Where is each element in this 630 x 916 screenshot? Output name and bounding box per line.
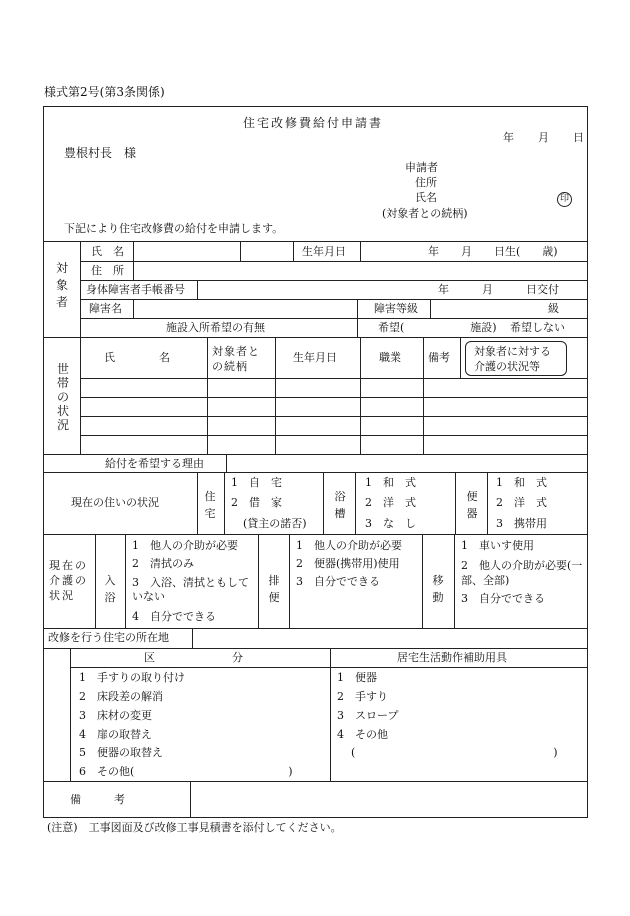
bathing-option-2: 2 清拭のみ xyxy=(132,557,194,570)
location-label: 改修を行う住宅の所在地 xyxy=(48,631,169,644)
form-number: 様式第2号(第3条関係) xyxy=(44,85,165,99)
applicant-name: 氏名 xyxy=(415,191,437,204)
excretion-option-3: 3 自分でできる xyxy=(296,575,380,588)
date-month: 月 xyxy=(538,131,549,144)
aids-item-1: 1 便器 xyxy=(337,671,377,684)
category-item-6: 6 その他( ) xyxy=(79,765,293,778)
care-status-header: 対象者に対する介護の状況等 xyxy=(474,345,551,373)
addressee: 豊根村長 様 xyxy=(64,146,137,160)
toilet-option-1: 1 和 式 xyxy=(496,476,547,489)
date-day: 日 xyxy=(573,131,584,144)
seal-mark: 印 xyxy=(557,192,572,207)
excretion-option-2: 2 便器(携帯用)使用 xyxy=(296,557,400,570)
category-item-4: 4 扉の取替え xyxy=(79,728,152,741)
bathing-option-3: 3 入浴、清拭ともしていない xyxy=(132,576,249,603)
house-option-2: 2 借 家 xyxy=(231,496,282,509)
facility-label: 施設入所希望の有無 xyxy=(166,321,265,334)
aids-item-4: 4 その他 xyxy=(337,728,388,741)
subject-birth-date: 年 月 日生( 歳) xyxy=(428,245,558,258)
bathing-option-1: 1 他人の介助が必要 xyxy=(132,539,238,552)
household-relation-header: 対象者との続柄 xyxy=(212,345,260,373)
form-title: 住宅改修費給付申請書 xyxy=(243,116,384,130)
movement-option-1: 1 車いす使用 xyxy=(461,539,534,552)
bath-option-2: 2 洋 式 xyxy=(365,496,416,509)
category-header: 区 分 xyxy=(144,651,243,664)
category-item-3: 3 床材の変更 xyxy=(79,709,152,722)
bath-label: 浴槽 xyxy=(334,490,346,520)
disability-grade-label: 障害等級 xyxy=(374,302,418,315)
category-item-1: 1 手すりの取り付け xyxy=(79,671,185,684)
bathing-label: 入浴 xyxy=(104,574,116,604)
care-label: 現在の介護の状況 xyxy=(49,559,88,602)
date-year: 年 xyxy=(503,131,514,144)
note: (注意) 工事図面及び改修工事見積書を添付してください。 xyxy=(47,821,342,834)
household-name-header: 氏 名 xyxy=(104,351,170,364)
movement-option-3: 3 自分でできる xyxy=(461,592,545,605)
bath-option-1: 1 和 式 xyxy=(365,476,416,489)
toilet-option-3: 3 携帯用 xyxy=(496,517,547,530)
facility-hope: 希望( 施設) xyxy=(378,321,497,334)
applicant-address: 住所 xyxy=(415,176,437,189)
handbook-label: 身体障害者手帳番号 xyxy=(86,283,185,296)
category-item-2: 2 床段差の解消 xyxy=(79,690,163,703)
movement-option-2: 2 他人の介助が必要(一部、全部) xyxy=(461,559,583,587)
category-item-5: 5 便器の取替え xyxy=(79,746,163,759)
applicant-label: 申請者 xyxy=(405,161,438,174)
issue-date: 年 月 日交付 xyxy=(438,283,559,296)
subject-birth-label: 生年月日 xyxy=(302,245,346,258)
subject-section-label: 対象者 xyxy=(55,261,68,309)
grade-suffix: 級 xyxy=(548,302,559,315)
toilet-option-2: 2 洋 式 xyxy=(496,496,547,509)
subject-name-label: 氏 名 xyxy=(91,245,124,258)
living-label: 現在の住いの状況 xyxy=(71,496,159,509)
remarks-label: 備 考 xyxy=(70,793,125,806)
reason-label: 給付を希望する理由 xyxy=(105,457,204,470)
bathing-option-4: 4 自分でできる xyxy=(132,610,216,623)
aids-item-2: 2 手すり xyxy=(337,690,388,703)
request-text: 下記により住宅改修費の給付を申請します。 xyxy=(64,222,284,235)
excretion-option-1: 1 他人の介助が必要 xyxy=(296,539,402,552)
house-label: 住宅 xyxy=(204,490,216,520)
excretion-label: 排便 xyxy=(268,574,280,604)
movement-label: 移動 xyxy=(432,574,444,604)
aids-header: 居宅生活動作補助用具 xyxy=(397,651,507,664)
toilet-label: 便器 xyxy=(466,490,478,520)
house-option-3: (貸主の諾否) xyxy=(243,517,307,530)
applicant-relation: (対象者との続柄) xyxy=(382,207,468,220)
subject-address-label: 住 所 xyxy=(91,264,124,277)
aids-item-5: ( ) xyxy=(351,746,558,759)
disability-name-label: 障害名 xyxy=(89,302,122,315)
household-birth-header: 生年月日 xyxy=(293,351,337,364)
bath-option-3: 3 な し xyxy=(365,517,416,530)
house-option-1: 1 自 宅 xyxy=(231,476,282,489)
household-occupation-header: 職業 xyxy=(379,351,401,364)
facility-no-hope: 希望しない xyxy=(510,321,565,334)
household-section-label: 世帯の状況 xyxy=(56,362,69,432)
aids-item-3: 3 スロープ xyxy=(337,709,399,722)
household-remarks-header: 備考 xyxy=(428,351,450,364)
